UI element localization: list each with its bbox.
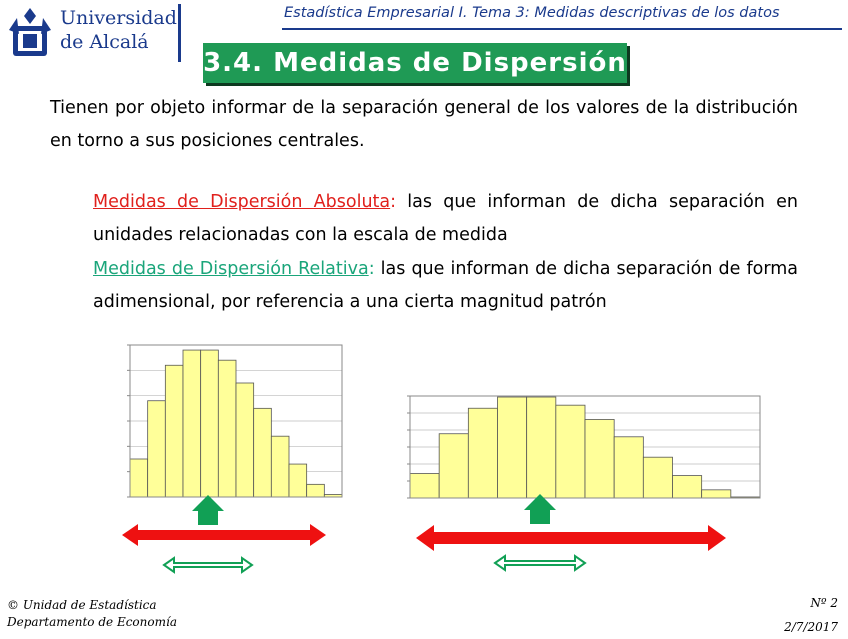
- histogram-bar: [289, 464, 307, 497]
- university-logo: [5, 4, 181, 62]
- histogram-bar: [130, 459, 148, 497]
- chart2-bars: [410, 397, 760, 498]
- footer-meta: [784, 591, 838, 639]
- intro-paragraph: Tienen por objeto informar de la separación general de los valores de la distribución en torno a sus posiciones centrales.: [50, 98, 798, 151]
- histogram-bar: [702, 490, 731, 498]
- histogram-bar: [439, 434, 468, 498]
- definition-absolute: [93, 186, 798, 252]
- histogram-bar: [254, 408, 272, 497]
- histogram-bar: [148, 401, 166, 497]
- logo-line-2: de Alcalá: [60, 31, 149, 53]
- footer-department: Departamento de Economía: [7, 615, 177, 629]
- dispersion-arrow-absolute-icon: [416, 525, 726, 551]
- dispersion-arrow-relative-icon: [164, 558, 252, 572]
- histogram-bar: [527, 397, 556, 498]
- definition-relative: [93, 253, 798, 319]
- histogram-bar: [498, 397, 527, 498]
- definition-relative-text: las que informan de dicha separación de forma adimensional, por referencia a una cierta magnitud patrón: [93, 259, 798, 312]
- footer-unit: © Unidad de Estadística: [7, 598, 157, 612]
- histogram-bar: [307, 484, 325, 497]
- course-header: Estadística Empresarial I. Tema 3: Medidas descriptivas de los datos: [284, 5, 780, 21]
- title-banner: [203, 43, 627, 83]
- histogram-bar: [585, 419, 614, 498]
- dispersion-arrow-relative-icon: [495, 556, 585, 570]
- page-number: Nº 2: [810, 596, 838, 610]
- histogram-bar: [165, 365, 183, 497]
- histogram-bar: [643, 457, 672, 498]
- slide-date: 2/7/2017: [784, 620, 838, 634]
- histogram-narrow: [110, 335, 355, 585]
- histogram-bar: [236, 383, 254, 497]
- logo-text: [60, 6, 177, 54]
- dispersion-arrow-absolute-icon: [122, 524, 326, 546]
- colon-absolute: :: [390, 192, 397, 212]
- center-arrow-up-icon: [192, 495, 224, 525]
- histogram-bar: [410, 474, 439, 498]
- colon-relative: :: [368, 259, 375, 279]
- footer-credits: [7, 597, 177, 631]
- histogram-wide: [380, 380, 775, 585]
- term-absolute: Medidas de Dispersión Absoluta: [93, 192, 391, 212]
- histogram-bar: [271, 436, 289, 497]
- chart1-bars: [130, 350, 342, 497]
- histogram-bar: [468, 408, 497, 498]
- slide-title: 3.4. Medidas de Dispersión: [203, 48, 627, 78]
- header-underline: [282, 28, 842, 30]
- histogram-bar: [201, 350, 219, 497]
- crest-icon: [5, 4, 55, 60]
- histogram-bar: [218, 360, 236, 497]
- logo-line-1: Universidad: [60, 7, 177, 29]
- logo-divider: [178, 4, 181, 62]
- histogram-bar: [673, 476, 702, 498]
- histogram-bar: [614, 437, 643, 498]
- term-relative: Medidas de Dispersión Relativa: [93, 259, 369, 279]
- definition-absolute-text: las que informan de dicha separación en unidades relacionadas con la escala de medida: [93, 192, 798, 245]
- histogram-bar: [556, 405, 585, 498]
- histogram-bar: [183, 350, 201, 497]
